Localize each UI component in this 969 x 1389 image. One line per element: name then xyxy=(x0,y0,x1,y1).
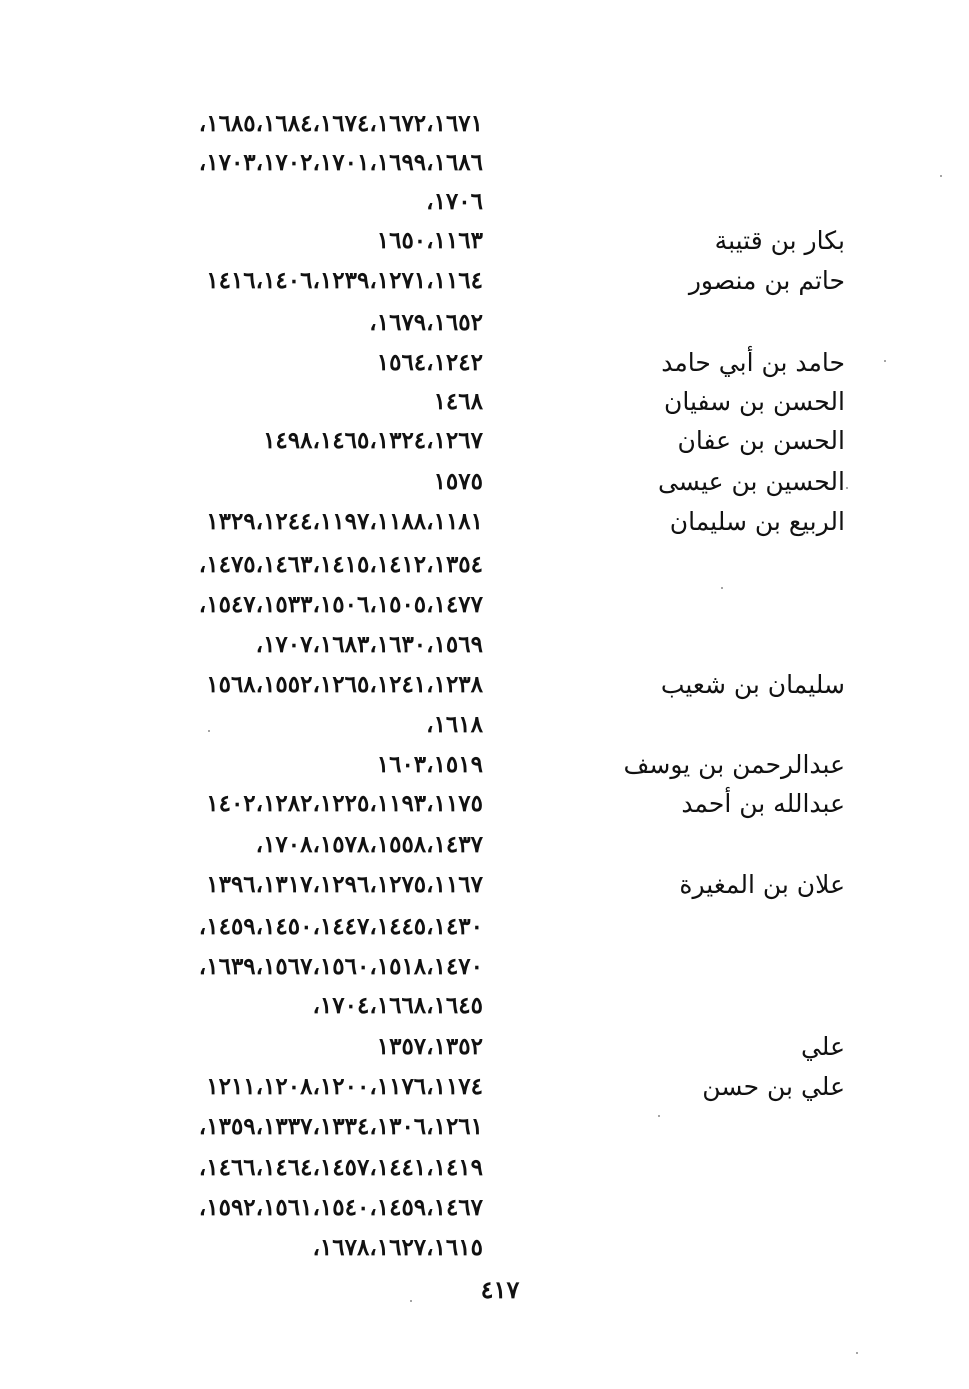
index-line xyxy=(0,1148,969,1188)
entry-refs: ١٦٧٩،١٦٥٢، xyxy=(369,309,483,336)
scan-speck xyxy=(721,587,723,589)
entry-name: سليمان بن شعيب xyxy=(660,670,845,699)
entry-refs: ١٥٦٨،١٥٥٢،١٢٦٥،١٢٤١،١٢٣٨ xyxy=(206,671,483,698)
entry-refs: ١٦٥٠،١١٦٣ xyxy=(376,227,483,254)
index-line xyxy=(0,986,969,1026)
scan-speck xyxy=(884,360,886,362)
entry-refs: ١٤٦٦،١٤٦٤،١٤٥٧،١٤٤١،١٤١٩، xyxy=(198,1154,483,1181)
entry-refs: ١٤٦٨ xyxy=(433,388,483,415)
entry-refs: ١٦٠٣،١٥١٩ xyxy=(376,751,483,778)
index-line xyxy=(0,784,969,824)
index-line xyxy=(0,221,969,261)
entry-name xyxy=(585,303,845,343)
index-line xyxy=(0,421,969,461)
entry-name xyxy=(585,182,845,222)
entry-name: علي بن حسن xyxy=(702,1072,845,1101)
entry-name xyxy=(585,1228,845,1268)
entry-refs: ١٥٧٥ xyxy=(433,468,483,495)
index-line xyxy=(0,825,969,865)
entry-name xyxy=(585,947,845,987)
entry-name xyxy=(585,986,845,1026)
entry-name xyxy=(585,907,845,947)
entry-name xyxy=(585,143,845,183)
entry-refs: ١٤٩٨،١٤٦٥،١٣٢٤،١٢٦٧ xyxy=(263,427,483,454)
entry-name: بكار بن قتيبة xyxy=(714,226,845,255)
entry-name xyxy=(585,705,845,745)
entry-refs: ١٥٩٢،١٥٦١،١٥٤٠،١٤٥٩،١٤٦٧، xyxy=(198,1194,483,1221)
index-line xyxy=(0,1027,969,1067)
entry-refs: ١٤١٦،١٤٠٦،١٢٣٩،١٢٧١،١١٦٤ xyxy=(206,267,483,294)
index-line xyxy=(0,705,969,745)
page-number: ٤١٧ xyxy=(480,1275,520,1304)
entry-name: الحسين بن عيسى xyxy=(657,467,845,496)
index-line xyxy=(0,745,969,785)
entry-refs: ١٥٦٤،١٢٤٢ xyxy=(376,349,483,376)
index-line xyxy=(0,382,969,422)
scan-speck xyxy=(208,730,210,732)
entry-refs: ١٧٠٤،١٦٦٨،١٦٤٥، xyxy=(312,992,483,1019)
entry-name: عبدالرحمن بن يوسف xyxy=(623,750,845,779)
scan-speck xyxy=(410,1300,412,1302)
entry-refs: ١٣٢٩،١٢٤٤،١١٩٧،١١٨٨،١١٨١ xyxy=(206,508,483,535)
index-line xyxy=(0,143,969,183)
entry-refs: ١٤٧٥،١٤٦٣،١٤١٥،١٤١٢،١٣٥٤، xyxy=(198,551,483,578)
entry-refs: ١٧٠٣،١٧٠٢،١٧٠١،١٦٩٩،١٦٨٦، xyxy=(198,149,483,176)
index-line xyxy=(0,947,969,987)
entry-refs: ١٦١٨، xyxy=(426,711,483,738)
index-line xyxy=(0,462,969,502)
index-line xyxy=(0,1228,969,1268)
index-line xyxy=(0,303,969,343)
scan-speck xyxy=(940,175,942,177)
index-line xyxy=(0,1188,969,1228)
index-line xyxy=(0,1107,969,1147)
entry-refs: ١٤٥٩،١٤٥٠،١٤٤٧،١٤٤٥،١٤٣٠، xyxy=(198,913,483,940)
scan-speck xyxy=(856,1352,858,1354)
index-line xyxy=(0,665,969,705)
entry-name xyxy=(585,1107,845,1147)
index-line xyxy=(0,625,969,665)
index-line xyxy=(0,585,969,625)
entry-name: علي xyxy=(800,1032,845,1061)
entry-name xyxy=(585,1188,845,1228)
index-line xyxy=(0,1067,969,1107)
index-line xyxy=(0,104,969,144)
entry-name: حامد بن أبي حامد xyxy=(661,348,845,377)
scan-speck xyxy=(658,1115,660,1117)
entry-name xyxy=(585,1148,845,1188)
entry-name: الحسن بن سفيان xyxy=(663,387,845,416)
entry-refs: ١٣٥٩،١٣٣٧،١٣٣٤،١٣٠٦،١٢٦١، xyxy=(198,1113,483,1140)
entry-refs: ١٦٨٥،١٦٨٤،١٦٧٤،١٦٧٢،١٦٧١، xyxy=(198,110,483,137)
entry-name xyxy=(585,825,845,865)
index-line xyxy=(0,343,969,383)
index-line xyxy=(0,907,969,947)
entry-refs: ١٧٠٦، xyxy=(426,188,483,215)
index-line xyxy=(0,182,969,222)
index-line xyxy=(0,261,969,301)
entry-name xyxy=(585,104,845,144)
index-line xyxy=(0,865,969,905)
entry-refs: ١٣٥٧،١٣٥٢ xyxy=(376,1033,483,1060)
entry-name xyxy=(585,625,845,665)
index-line xyxy=(0,545,969,585)
entry-name: علان بن المغيرة xyxy=(679,870,845,899)
entry-name: عبدالله بن أحمد xyxy=(681,789,845,818)
entry-refs: ١٤٠٢،١٢٨٢،١٢٢٥،١١٩٣،١١٧٥ xyxy=(206,790,483,817)
entry-refs: ١٣٩٦،١٣١٧،١٢٩٦،١٢٧٥،١١٦٧ xyxy=(206,871,483,898)
index-line xyxy=(0,502,969,542)
entry-name: الربيع بن سليمان xyxy=(669,507,845,536)
entry-refs: ١٥٤٧،١٥٣٣،١٥٠٦،١٥٠٥،١٤٧٧، xyxy=(198,591,483,618)
entry-name xyxy=(585,585,845,625)
entry-name xyxy=(585,545,845,585)
entry-refs: ١٦٧٨،١٦٢٧،١٦١٥، xyxy=(312,1234,483,1261)
entry-refs: ١٧٠٧،١٦٨٣،١٦٣٠،١٥٦٩، xyxy=(255,631,483,658)
entry-refs: ١٧٠٨،١٥٧٨،١٥٥٨،١٤٣٧، xyxy=(255,831,483,858)
entry-name: حاتم بن منصور xyxy=(688,266,845,295)
entry-name: الحسن بن عفان xyxy=(677,426,845,455)
entry-refs: ١٦٣٩،١٥٦٧،١٥٦٠،١٥١٨،١٤٧٠، xyxy=(198,953,483,980)
entry-refs: ١٢١١،١٢٠٨،١٢٠٠،١١٧٦،١١٧٤ xyxy=(206,1073,483,1100)
scan-speck xyxy=(846,487,848,489)
